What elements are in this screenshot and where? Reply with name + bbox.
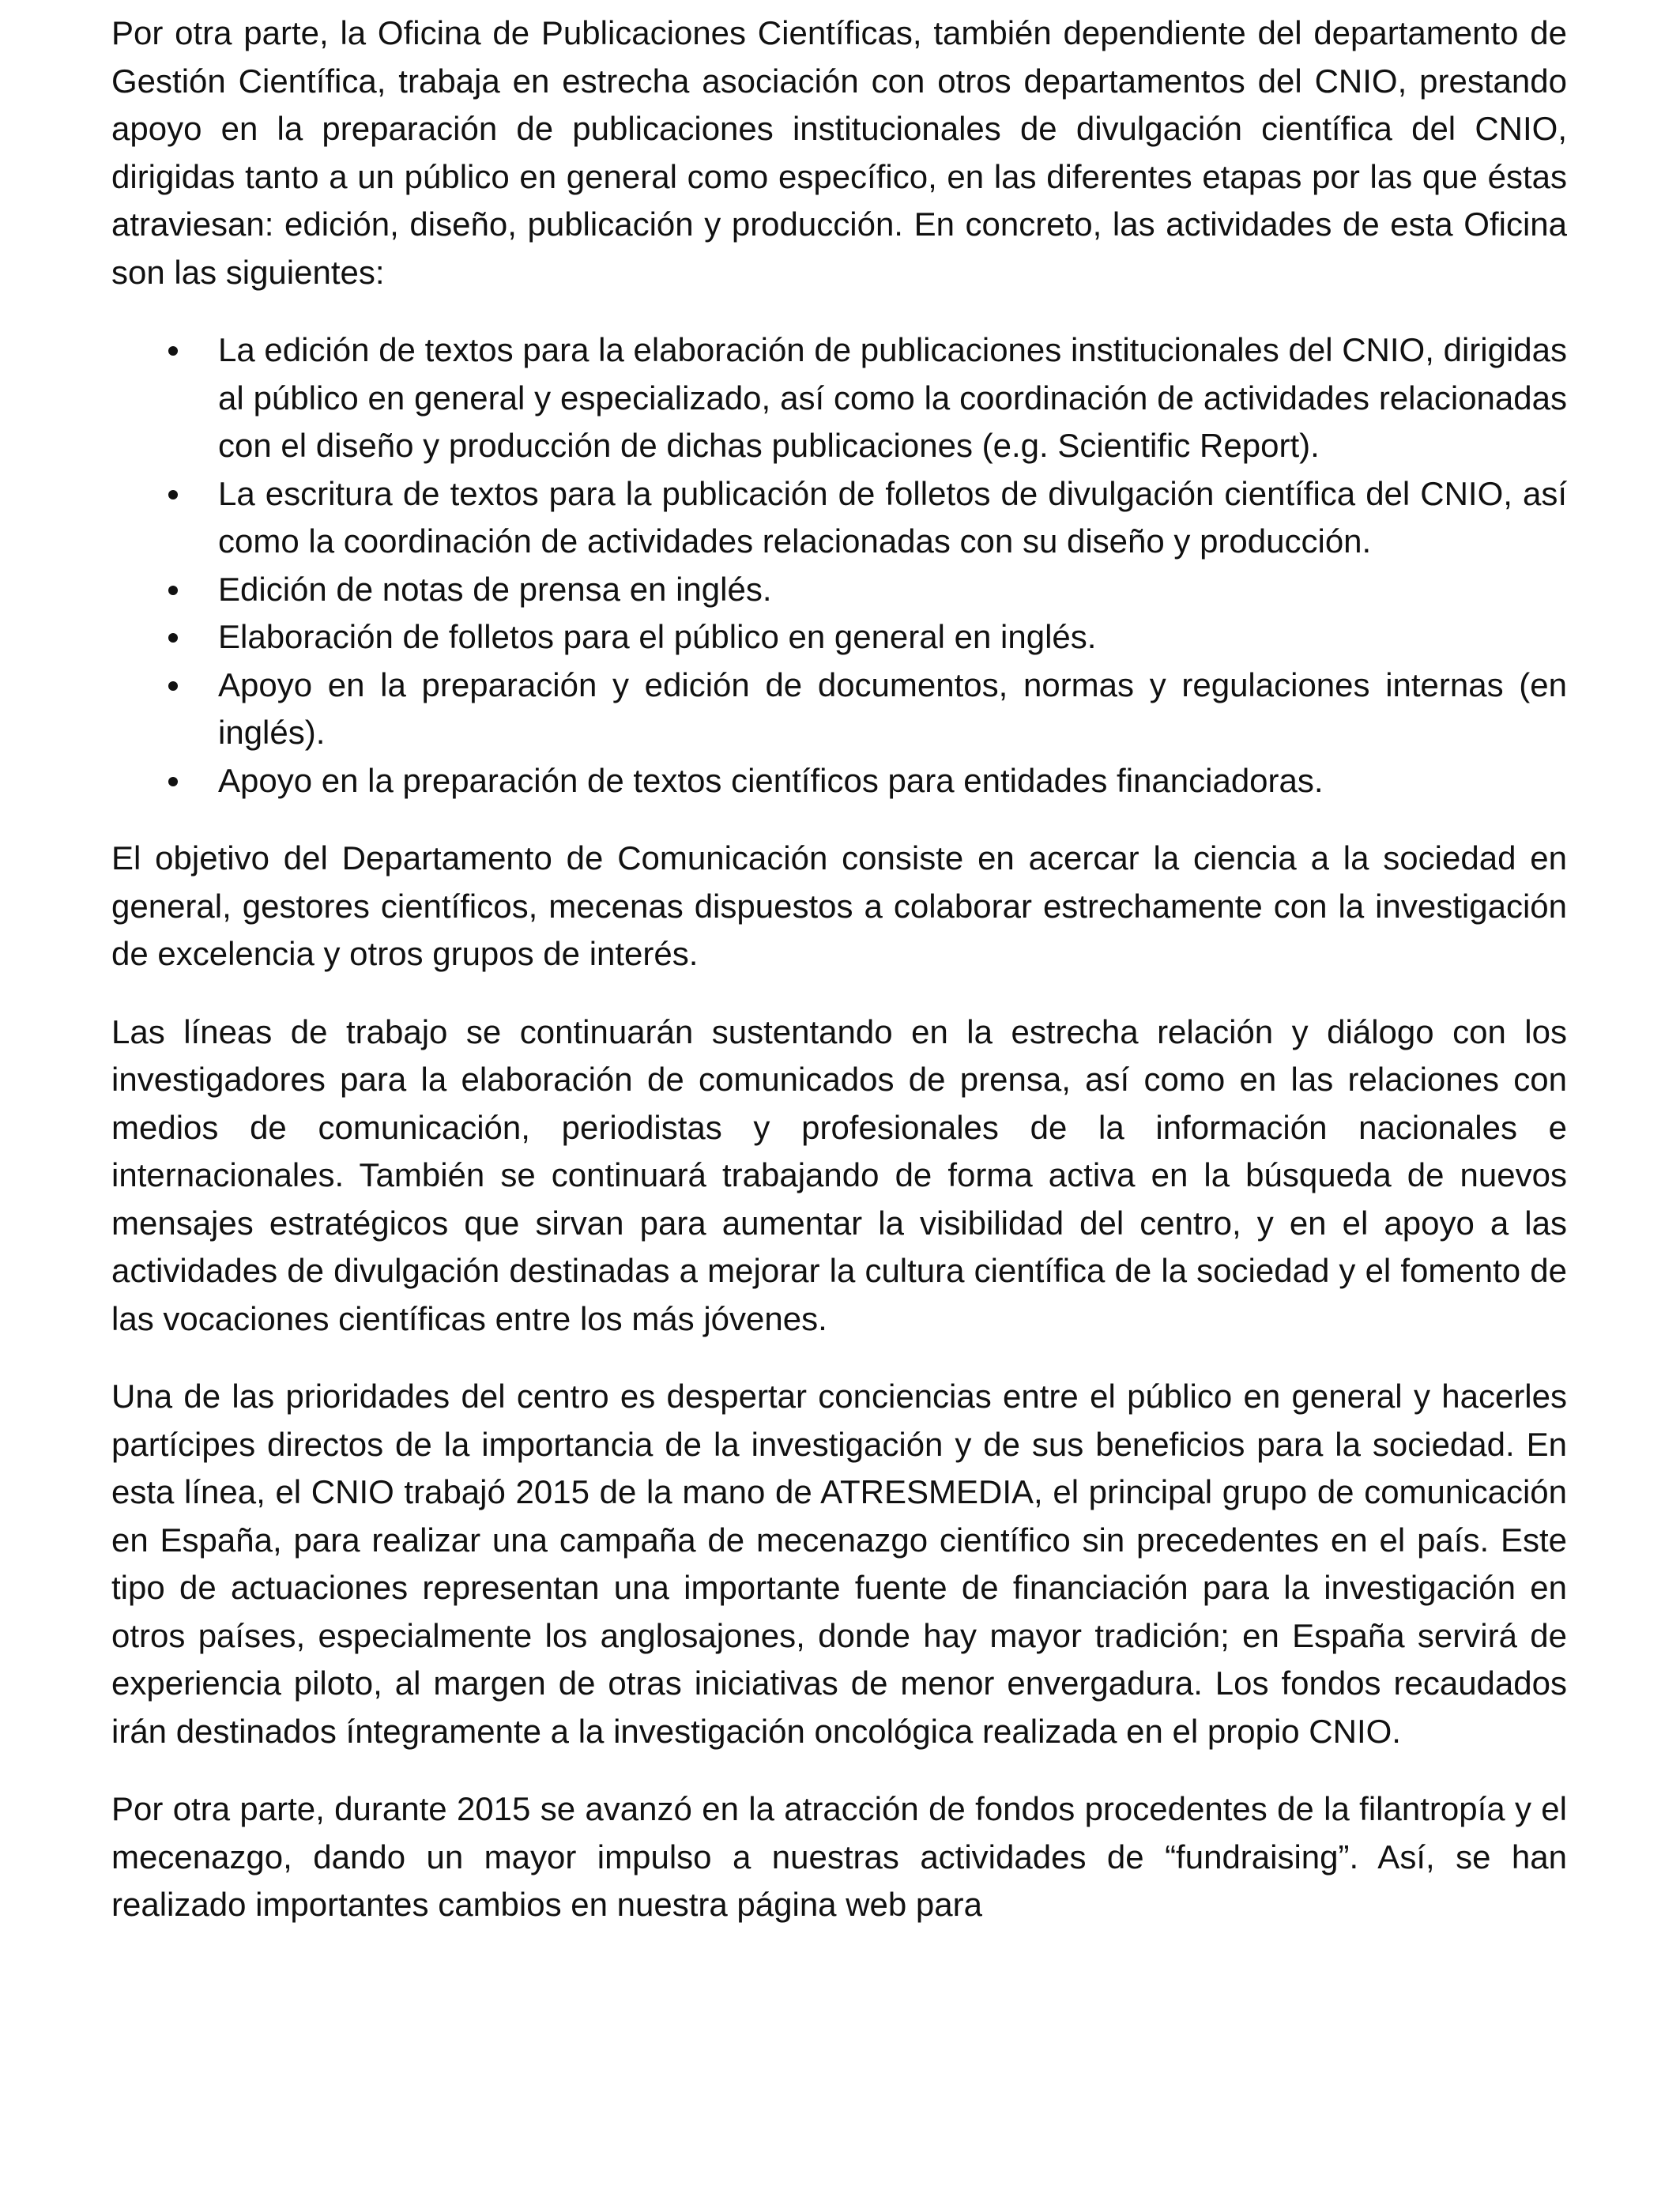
list-item-text: Edición de notas de prensa en inglés.	[218, 570, 772, 608]
bullet-icon	[168, 633, 178, 643]
list-item	[111, 470, 1567, 566]
bullet-icon	[168, 490, 178, 499]
body-paragraph: Por otra parte, durante 2015 se avanzó en la atracción de fondos procedentes de la filantropía y el mecenazgo, dando un mayor impulso a nuestras actividades de “fundraising”. Así, se han realizado importantes cambios en nuestra página web para	[111, 1790, 1567, 1923]
list-item-text: La escritura de textos para la publicación de folletos de divulgación científica del CNIO, así como la coordinación de actividades relacionadas con su diseño y producción.	[218, 474, 1567, 560]
bullet-icon	[168, 777, 178, 786]
bullet-icon	[168, 346, 178, 356]
activities-list	[111, 326, 1567, 805]
body-paragraph: El objetivo del Departamento de Comunicación consiste en acercar la ciencia a la sociedad en general, gestores científicos, mecenas dispuestos a colaborar estrechamente con la investigación de excelencia y otros grupos de interés.	[111, 839, 1567, 972]
document-page	[111, 9, 1567, 1929]
bullet-icon	[168, 586, 178, 595]
list-item	[111, 326, 1567, 470]
list-item	[111, 566, 1567, 614]
list-item	[111, 757, 1567, 805]
body-paragraph: Una de las prioridades del centro es despertar conciencias entre el público en general y hacerles partícipes directos de la importancia de la investigación y de sus beneficios para la sociedad. En esta línea, el CNIO trabajó 2015 de la mano de ATRESMEDIA, el principal grupo de comunicación en España, para realizar una campaña de mecenazgo científico sin precedentes en el país. Este tipo de actuaciones representan una importante fuente de financiación para la investigación en otros países, especialmente los anglosajones, donde hay mayor tradición; en España servirá de experiencia piloto, al margen de otras iniciativas de menor envergadura. Los fondos recaudados irán destinados íntegramente a la investigación oncológica realizada en el propio CNIO.	[111, 1378, 1567, 1750]
list-item-text: Apoyo en la preparación y edición de documentos, normas y regulaciones internas (en inglés).	[218, 665, 1567, 751]
list-item-text: Apoyo en la preparación de textos científicos para entidades financiadoras.	[218, 761, 1324, 799]
list-item-text: Elaboración de folletos para el público en general en inglés.	[218, 618, 1097, 655]
intro-paragraph: Por otra parte, la Oficina de Publicaciones Científicas, también dependiente del departamento de Gestión Científica, trabaja en estrecha asociación con otros departamentos del CNIO, prestando apoyo en la preparación de publicaciones institucionales de divulgación científica del CNIO, dirigidas tanto a un público en general como específico, en las diferentes etapas por las que éstas atraviesan: edición, diseño, publicación y producción. En concreto, las actividades de esta Oficina son las siguientes:	[111, 14, 1567, 291]
body-paragraph: Las líneas de trabajo se continuarán sustentando en la estrecha relación y diálogo con los investigadores para la elaboración de comunicados de prensa, así como en las relaciones con medios de comunicación, periodistas y profesionales de la información nacionales e internacionales. También se continuará trabajando de forma activa en la búsqueda de nuevos mensajes estratégicos que sirvan para aumentar la visibilidad del centro, y en el apoyo a las actividades de divulgación destinadas a mejorar la cultura científica de la sociedad y el fomento de las vocaciones científicas entre los más jóvenes.	[111, 1012, 1567, 1337]
list-item	[111, 662, 1567, 757]
list-item-text: La edición de textos para la elaboración de publicaciones institucionales del CNIO, dirigidas al público en general y especializado, así como la coordinación de actividades relacionadas con el diseño y producción de dichas publicaciones (e.g. Scientific Report).	[218, 331, 1567, 464]
bullet-icon	[168, 681, 178, 691]
list-item	[111, 613, 1567, 662]
